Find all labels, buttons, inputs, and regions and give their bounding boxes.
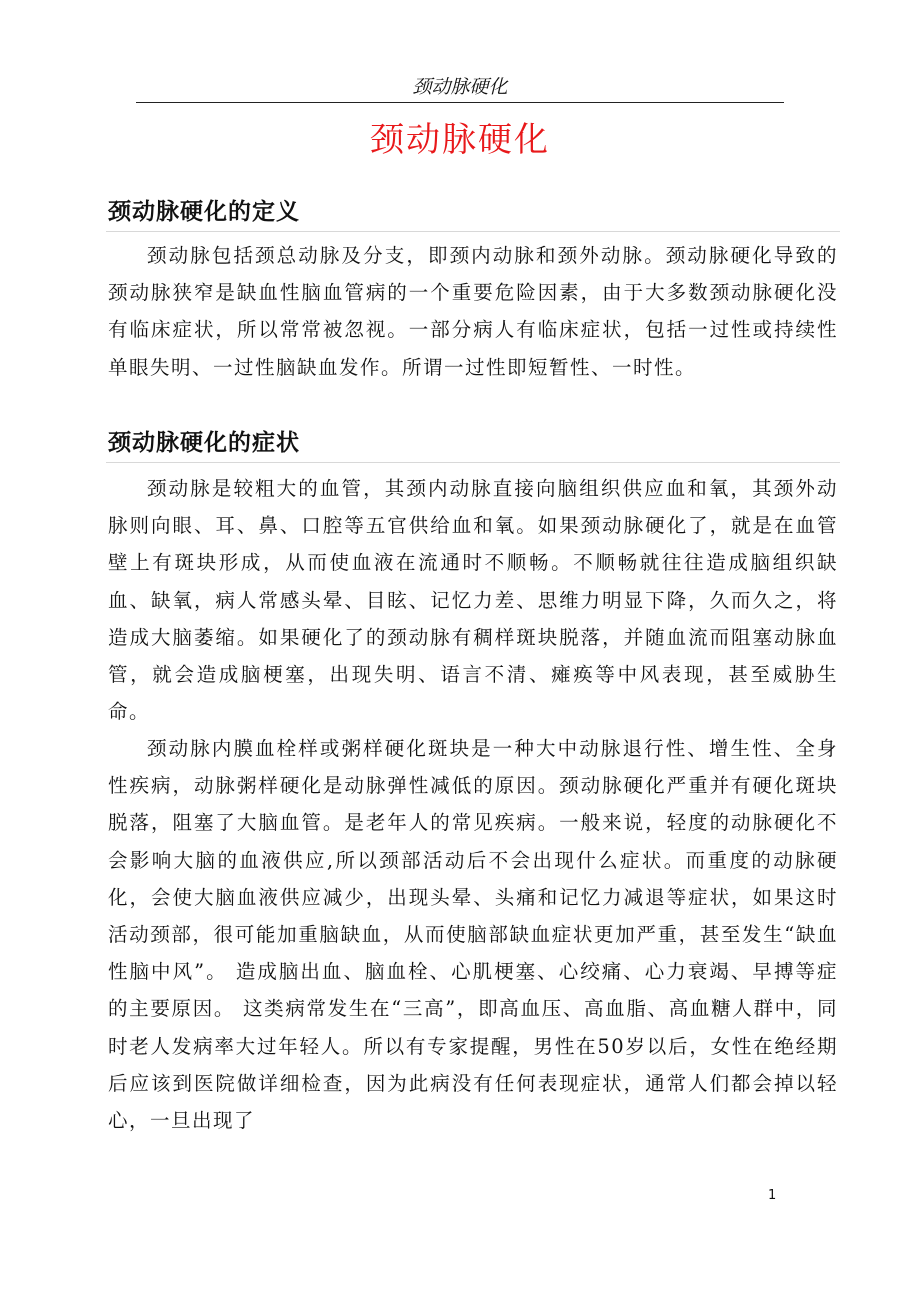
section-rule [106,231,840,232]
paragraph: 颈动脉内膜血栓样或粥样硬化斑块是一种大中动脉退行性、增生性、全身性疾病，动脉粥样硬化是动脉弹性减低的原因。颈动脉硬化严重并有硬化斑块脱落，阻塞了大脑血管。是老年人的常见疾病。一般来说，轻度的动脉硬化不会影响大脑的血液供应,所以颈部活动后不会出现什么症状。而重度的动脉硬化，会使大脑血液供应减少，出现头晕、头痛和记忆力减退等症状，如果这时活动颈部，很可能加重脑缺血，从而使脑部缺血症状更加严重，甚至发生“缺血性脑中风”。 造成脑出血、脑血栓、心肌梗塞、心绞痛、心力衰竭、早搏等症的主要原因。 这类病常发生在“三高”，即高血压、高血脂、高血糖人群中，同时老人发病率大过年轻人。所以有专家提醒，男性在50岁以后，女性在绝经期后应该到医院做详细检查，因为此病没有任何表现症状，通常人们都会掉以轻心，一旦出现了 [108,737,838,1133]
page-number: 1 [768,1188,777,1203]
section-heading-symptoms: 颈动脉硬化的症状 [108,430,300,456]
paragraph: 颈动脉包括颈总动脉及分支，即颈内动脉和颈外动脉。颈动脉硬化导致的颈动脉狭窄是缺血性脑血管病的一个重要危险因素，由于大多数颈动脉硬化没有临床症状，所以常常被忽视。一部分病人有临床症状，包括一过性或持续性单眼失明、一过性脑缺血发作。所谓一过性即短暂性、一时性。 [108,244,838,379]
paragraph: 颈动脉是较粗大的血管，其颈内动脉直接向脑组织供应血和氧，其颈外动脉则向眼、耳、鼻、口腔等五官供给血和氧。如果颈动脉硬化了，就是在血管壁上有斑块形成，从而使血液在流通时不顺畅。不顺畅就往往造成脑组织缺血、缺氧，病人常感头晕、目眩、记忆力差、思维力明显下降，久而久之，将造成大脑萎缩。如果硬化了的颈动脉有稠样斑块脱落，并随血流而阻塞动脉血管，就会造成脑梗塞，出现失明、语言不清、瘫痪等中风表现，甚至威胁生命。 [108,477,838,724]
document-title: 颈动脉硬化 [370,120,550,160]
section-heading-definition: 颈动脉硬化的定义 [108,199,300,225]
section-rule [106,462,840,463]
header-rule [136,102,784,103]
running-header: 颈动脉硬化 [412,76,508,98]
